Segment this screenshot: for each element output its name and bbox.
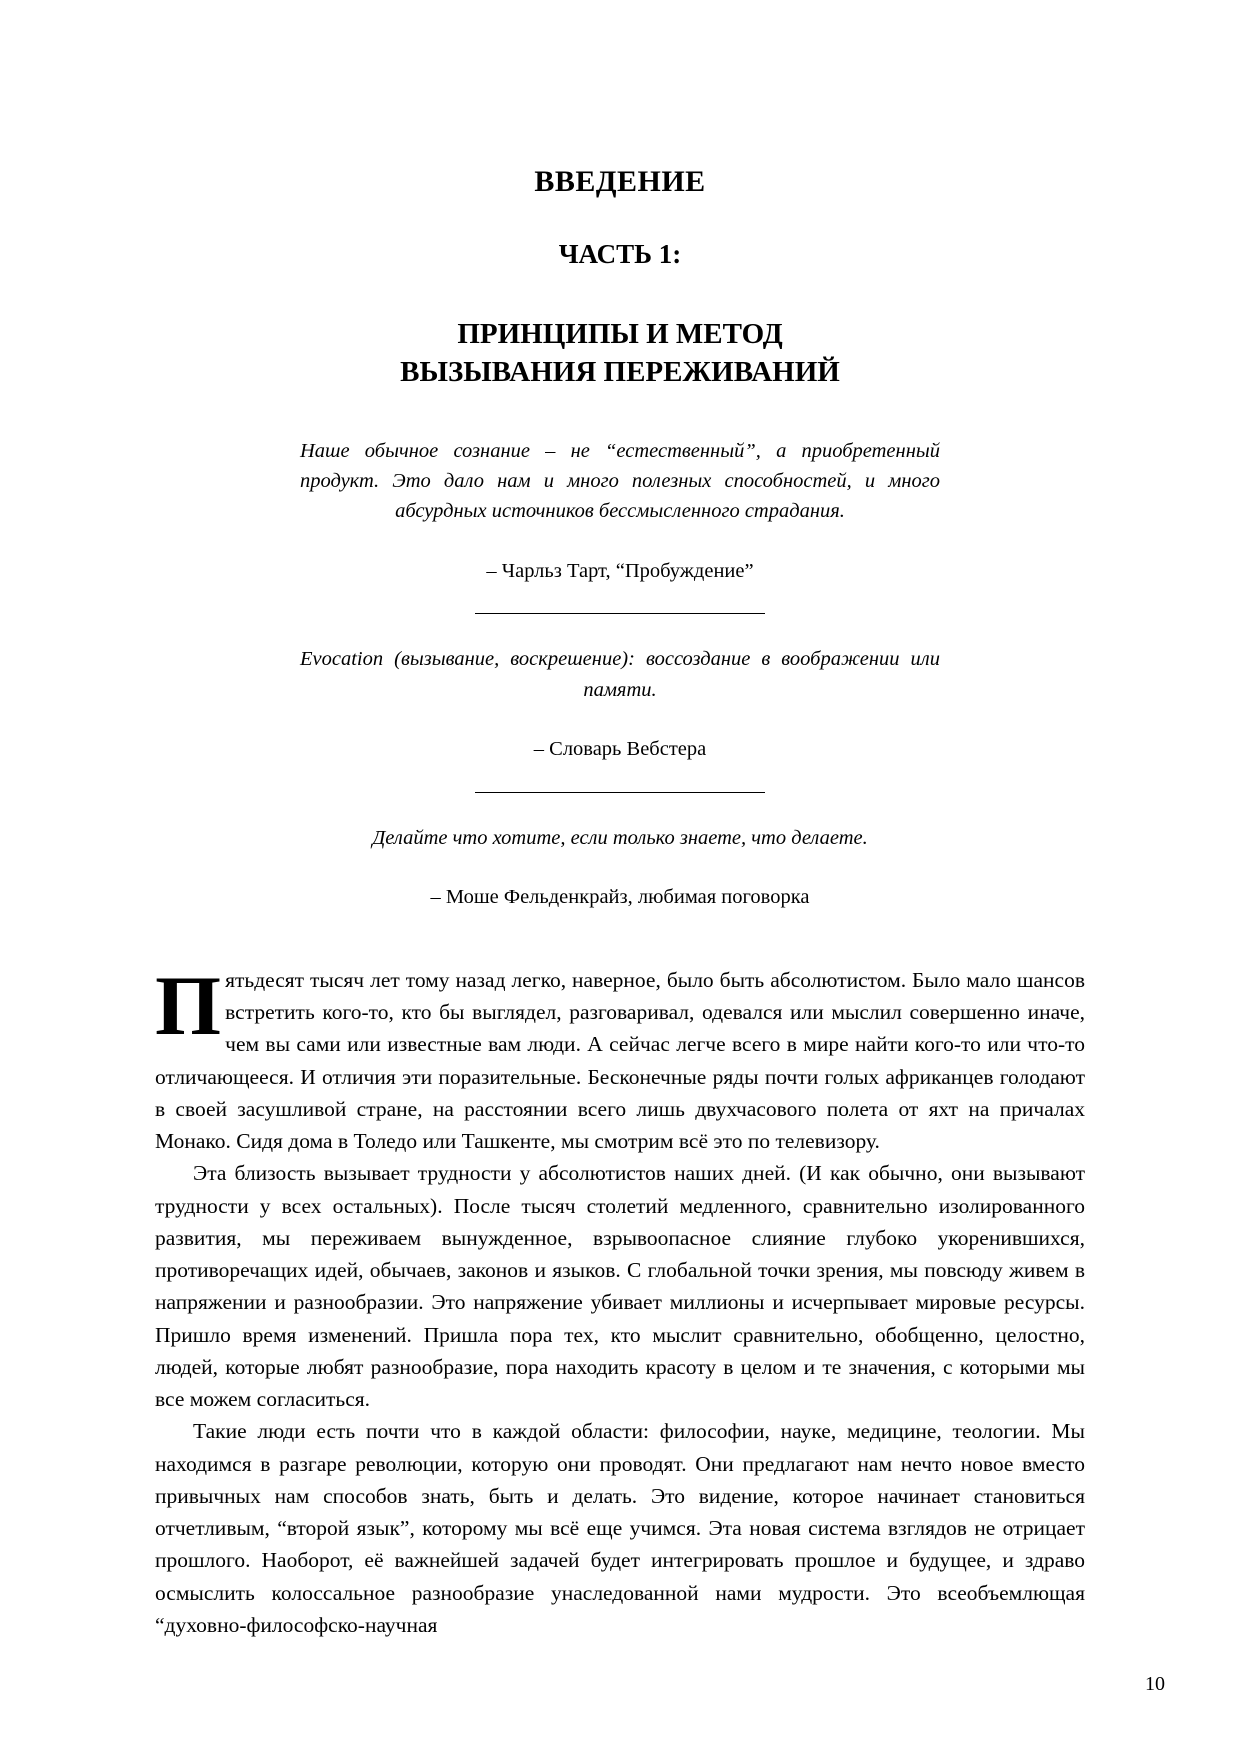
epigraph-block [155, 436, 1085, 912]
section-title [155, 270, 1085, 391]
body-paragraph-1: Пятьдесят тысяч лет тому назад легко, наверное, было быть абсолютистом. Было мало шансов встретить кого-то, кто бы выглядел, разговаривал, одевался или мыслил совершенно иначе, чем вы сами или известные вам люди. А сейчас легче всего в мире найти кого-то или что-то отличающееся. И отличия эти поразительные. Бесконечные ряды почти голых африканцев голодают в своей засушливой стране, на расстоянии всего лишь двухчасового полета от яхт на причалах Монако. Сидя дома в Толедо или Ташкенте, мы смотрим всё это по телевизору. [155, 958, 1085, 1154]
heading-block [155, 0, 1085, 392]
epigraph-1-quote: Наше обычное сознание – не “естественный”, а приобретенный продукт. Это дало нам и много полезных способностей, и много абсурдных источников бессмысленного страдания. [300, 439, 940, 523]
section-title-line-2: ВЫЗЫВАНИЯ ПЕРЕЖИВАНИЙ [400, 356, 840, 389]
page-content-column [155, 0, 1085, 1641]
body-paragraph-3: Такие люди есть почти что в каждой области: философии, науке, медицине, теологии. Мы находимся в разгаре революции, которую они проводят. Они предлагают нам нечто новое вместо привычных нам способов знать, быть и делать. Это видение, которое начинает становиться отчетливым, “второй язык”, которому мы всё еще учимся. Эта новая система взглядов не отрицает прошлого. Наоборот, её важнейшей задачей будет интегрировать прошлое и будущее, и здраво осмыслить колоссальное разнообразие унаследованной нами мудрости. Это всеобъемлющая “духовно-философско-научная [155, 1419, 1085, 1637]
body-text [155, 958, 1085, 1641]
section-title-line-1: ПРИНЦИПЫ И МЕТОД [457, 318, 783, 351]
epigraph-1 [155, 436, 1085, 615]
part-heading: ЧАСТЬ 1: [558, 239, 682, 269]
spacer [155, 614, 1085, 644]
epigraph-1-attribution: – Чарльз Тарт, “Пробуждение” [486, 559, 754, 582]
page-title: ВВЕДЕНИЕ [534, 165, 706, 198]
epigraph-3 [155, 823, 1085, 912]
epigraph-3-quote: Делайте что хотите, если только знаете, что делаете. [372, 826, 868, 849]
epigraph-2-quote: Evocation (вызывание, воскрешение): воссоздание в воображении или памяти. [300, 648, 940, 701]
epigraph-3-attribution: – Моше Фельденкрайз, любимая поговорка [430, 886, 810, 909]
epigraph-2 [155, 644, 1085, 792]
epigraph-2-attribution: – Словарь Вебстера [533, 738, 707, 761]
spacer [155, 793, 1085, 823]
body-paragraph-2: Эта близость вызывает трудности у абсолютистов наших дней. (И как обычно, они вызывают трудности у всех остальных). После тысяч столетий медленного, сравнительно изолированного развития, мы переживаем вынужденное, взрывоопасное слияние глубоко укоренившихся, противоречащих идей, обычаев, законов и языков. С глобальной точки зрения, мы повсюду живем в напряжении и разнообразии. Это напряжение убивает миллионы и исчерпывает мировые ресурсы. Пришло время изменений. Пришла пора тех, кто мыслит сравнительно, обобщенно, целостно, людей, которые любят разнообразие, пора находить красоту в целом и те значения, с которыми мы все можем согласиться. [155, 1161, 1085, 1412]
page-number: 10 [1145, 1673, 1165, 1695]
